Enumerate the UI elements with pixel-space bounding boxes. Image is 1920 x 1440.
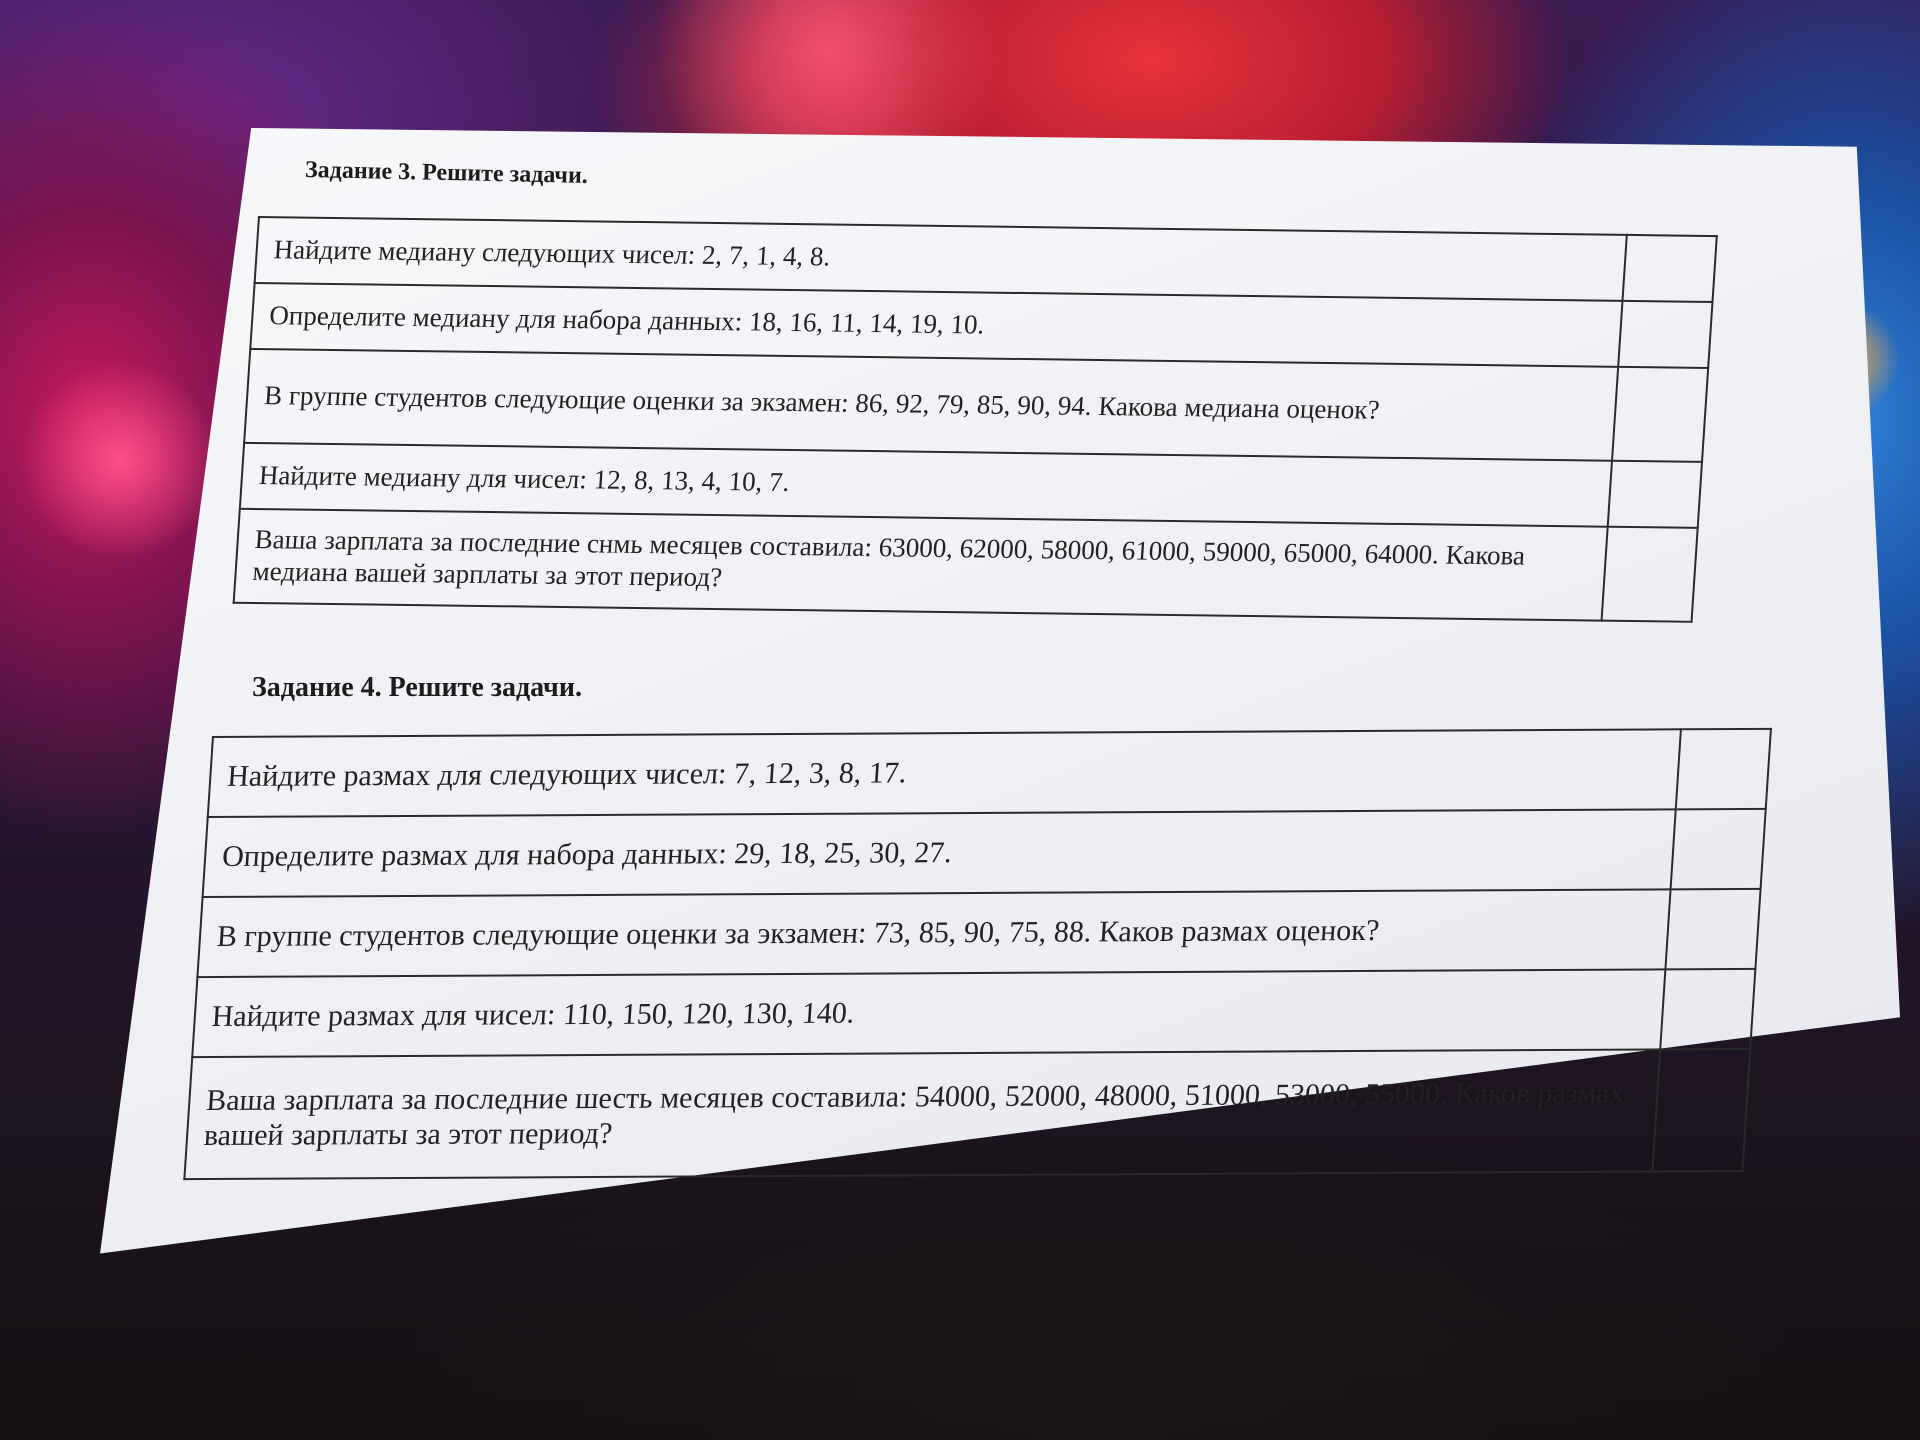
- task4-row: [184, 1049, 1750, 1179]
- task3-row: [234, 509, 1698, 622]
- task3-heading: Задание 3. Решите задачи.: [304, 157, 589, 189]
- task3-answer-cell-2[interactable]: [1618, 301, 1712, 368]
- task4-answer-cell-2[interactable]: [1671, 809, 1766, 889]
- task4-answer-cell-4[interactable]: [1660, 969, 1755, 1049]
- task3-answer-cell-1[interactable]: [1622, 235, 1716, 302]
- task3-question-5: Ваша зарплата за последние снмь месяцев составила: 63000, 62000, 58000, 61000, 59000, 65000, 64000. Какова медиана вашей зарплаты за этот период?: [234, 509, 1608, 621]
- task3-table: [233, 216, 1718, 623]
- task4-row: [197, 889, 1760, 977]
- task4-question-2: Определите размах для набора данных: 29, 18, 25, 30, 27.: [203, 809, 1676, 897]
- task4-answer-cell-5[interactable]: [1652, 1049, 1750, 1172]
- task3-question-4: Найдите медиану для чисел: 12, 8, 13, 4, 10, 7.: [240, 443, 1612, 527]
- task4-row: [208, 729, 1771, 817]
- task3-answer-cell-4[interactable]: [1608, 461, 1702, 528]
- task4-answer-cell-3[interactable]: [1665, 889, 1760, 969]
- task4-heading: Задание 4. Решите задачи.: [252, 672, 582, 703]
- task4-question-4: Найдите размах для чисел: 110, 150, 120, 130, 140.: [192, 969, 1665, 1057]
- task3-question-3: В группе студентов следующие оценки за экзамен: 86, 92, 79, 85, 90, 94. Какова медиана оценок?: [244, 349, 1618, 461]
- task4-answer-cell-1[interactable]: [1676, 729, 1771, 809]
- task4-row: [192, 969, 1755, 1057]
- task3-answer-cell-5[interactable]: [1602, 527, 1698, 622]
- task3-question-2: Определите медиану для набора данных: 18, 16, 11, 14, 19, 10.: [250, 283, 1622, 367]
- task4-question-3: В группе студентов следующие оценки за экзамен: 73, 85, 90, 75, 88. Каков размах оценок?: [197, 889, 1670, 977]
- task4-row: [203, 809, 1766, 897]
- task3-answer-cell-3[interactable]: [1612, 367, 1708, 462]
- background-fabric-pattern: [20, 360, 220, 560]
- task4-question-1: Найдите размах для следующих чисел: 7, 12, 3, 8, 17.: [208, 729, 1681, 817]
- task4-question-5: Ваша зарплата за последние шесть месяцев составила: 54000, 52000, 48000, 51000, 53000, 55000. Каков размах вашей зарплаты за этот период?: [184, 1049, 1660, 1179]
- task3-question-1: Найдите медиану следующих чисел: 2, 7, 1, 4, 8.: [255, 217, 1627, 301]
- task4-table: [183, 728, 1772, 1180]
